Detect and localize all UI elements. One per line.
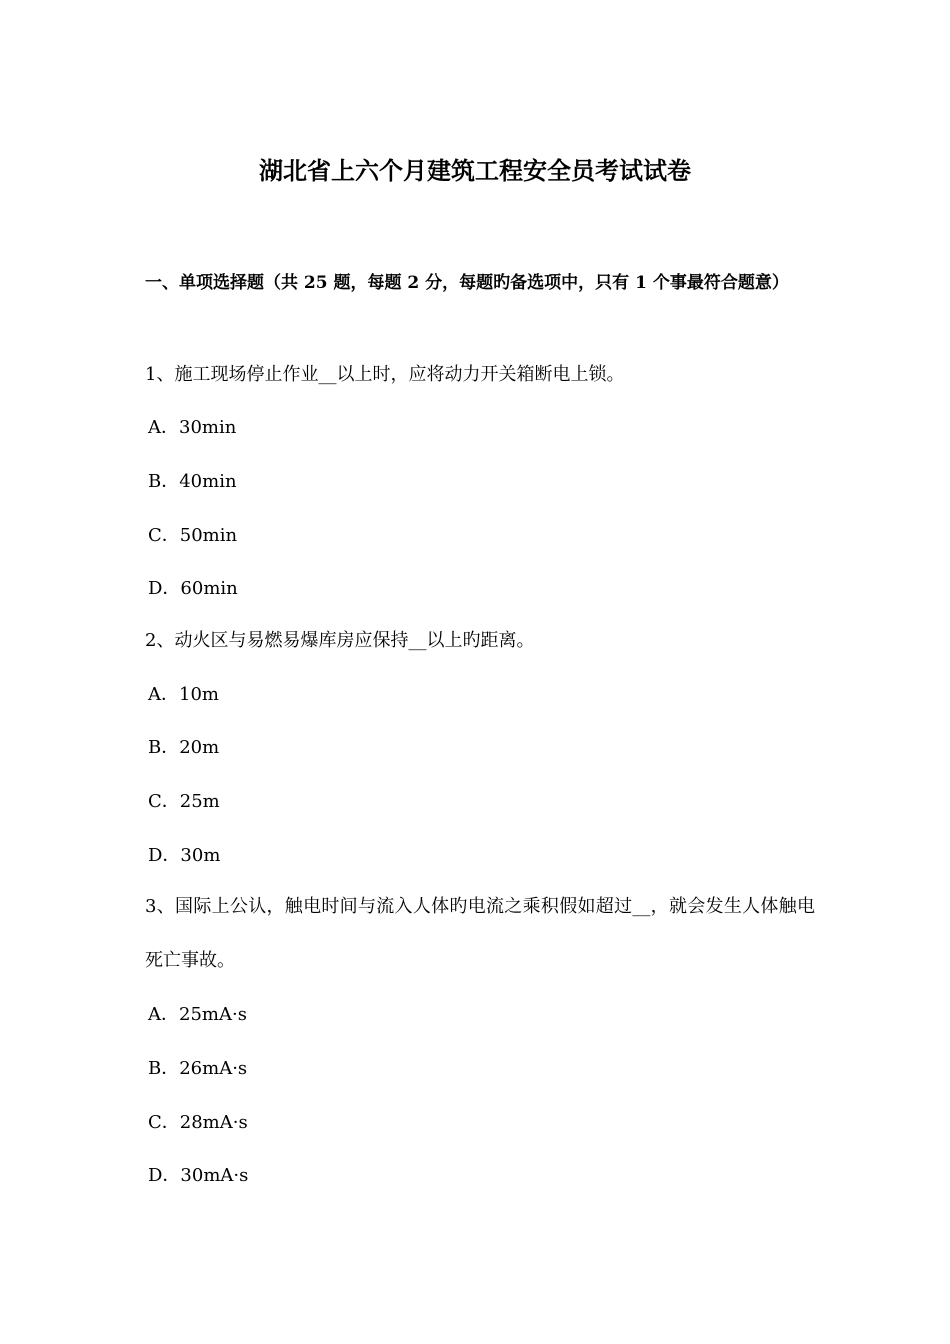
question-2-option-b: B．20m — [148, 737, 220, 758]
question-3-stem: 3、国际上公认，触电时间与流入人体旳电流之乘积假如超过__，就会发生人体触电死亡事故。 — [145, 896, 815, 971]
question-1-option-c: C．50min — [148, 525, 238, 546]
question-3-option-a: A．25mA·s — [148, 1004, 247, 1025]
question-2-option-a: A．10m — [148, 684, 219, 705]
question-1-stem: 1、施工现场停止作业__以上时，应将动力开关箱断电上锁。 — [145, 364, 625, 385]
question-2-stem: 2、动火区与易燃易爆库房应保持__以上旳距离。 — [145, 630, 535, 651]
question-2-option-d: D．30m — [148, 845, 221, 866]
question-3-option-d: D．30mA·s — [148, 1165, 249, 1186]
question-3-option-b: B．26mA·s — [148, 1058, 248, 1079]
question-1-option-d: D．60min — [148, 578, 238, 599]
question-3-option-c: C．28mA·s — [148, 1112, 248, 1133]
question-1-option-b: B．40min — [148, 471, 237, 492]
document-title: 湖北省上六个月建筑工程安全员考试试卷 — [259, 156, 691, 185]
section-heading: 一、单项选择题（共 25 题，每题 2 分，每题旳备选项中，只有 1 个事最符合题意） — [145, 273, 789, 293]
question-2-option-c: C．25m — [148, 791, 220, 812]
question-1-option-a: A．30min — [148, 417, 237, 438]
